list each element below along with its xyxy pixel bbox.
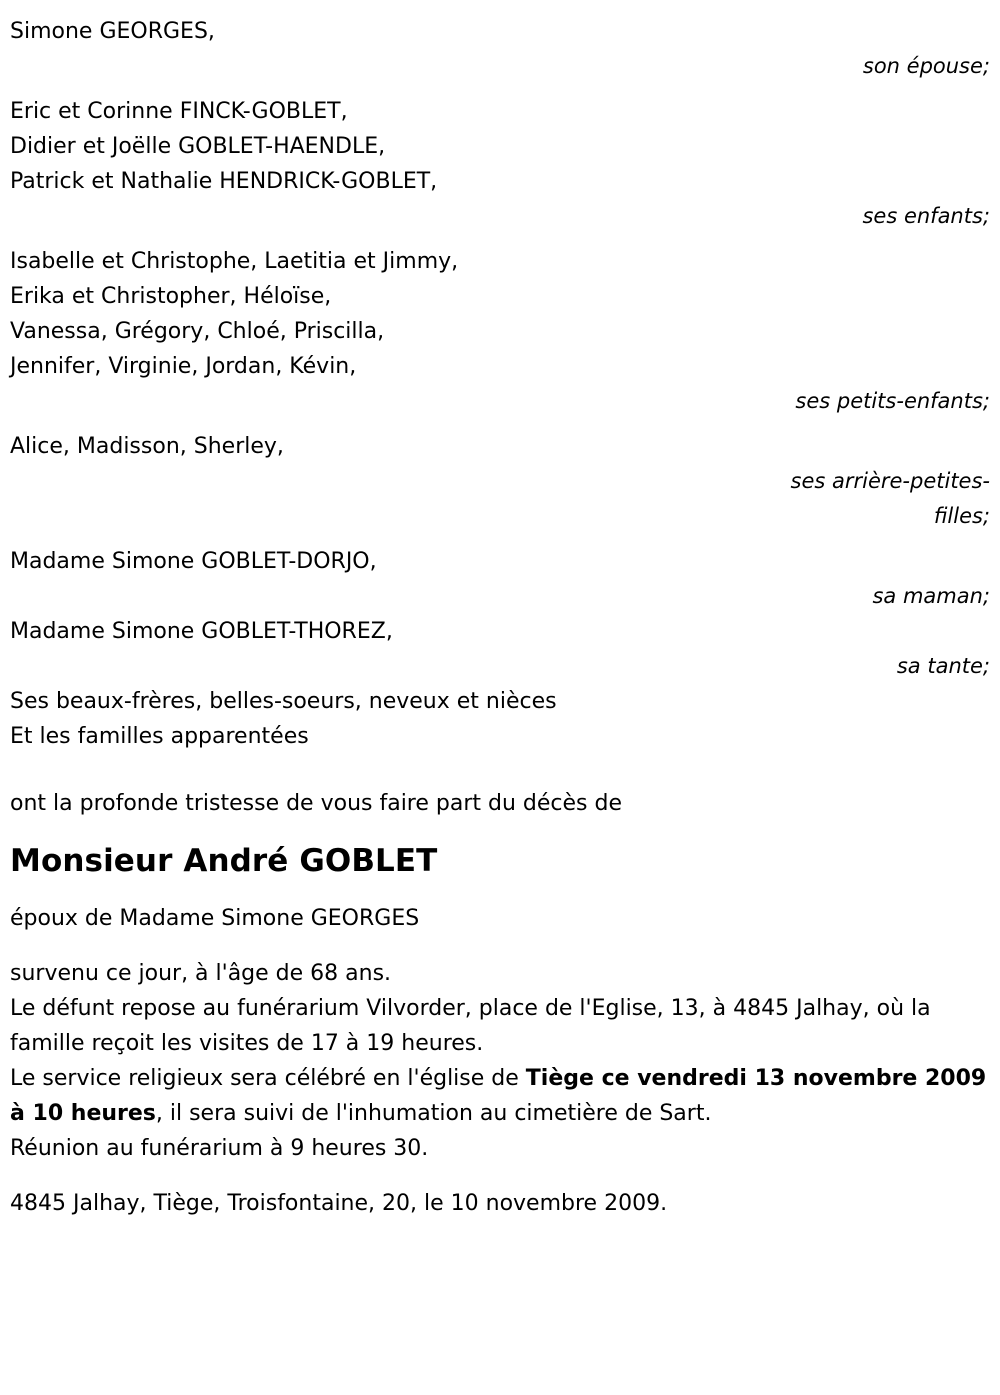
great-grandchild-name: Alice, Madisson, Sherley,	[10, 434, 284, 459]
service-datetime-bold: Tiège ce vendredi 13 novembre 2009 à 10 heures	[10, 1066, 987, 1126]
deceased-name-heading: Monsieur André GOBLET	[10, 843, 438, 879]
spacer	[10, 234, 990, 244]
child-name: Patrick et Nathalie HENDRICK-GOBLET,	[10, 169, 438, 194]
child-name: Eric et Corinne FINCK-GOBLET,	[10, 99, 348, 124]
family-group-others	[10, 684, 990, 754]
family-group-spouse	[10, 14, 990, 84]
grandchildren-relation-label: ses petits-enfants;	[795, 389, 990, 413]
other-relatives-line: Ses beaux-frères, belles-soeurs, neveux et nièces	[10, 689, 557, 714]
grandchild-name: Jennifer, Virginie, Jordan, Kévin,	[10, 354, 357, 379]
spouse-name: Simone GEORGES,	[10, 19, 215, 44]
grandchild-name: Isabelle et Christophe, Laetitia et Jimmy,	[10, 249, 459, 274]
family-group-children	[10, 94, 990, 234]
family-group-grandchildren	[10, 244, 990, 419]
great-grandchildren-relation-label-line1: ses arrière-petites-	[790, 469, 990, 493]
child-name: Didier et Joëlle GOBLET-HAENDLE,	[10, 134, 386, 159]
family-group-great-grandchildren	[10, 429, 990, 534]
grandchild-name: Erika et Christopher, Héloïse,	[10, 284, 332, 309]
grandchild-name: Vanessa, Grégory, Chloé, Priscilla,	[10, 319, 385, 344]
mother-name: Madame Simone GOBLET-DORJO,	[10, 549, 377, 574]
family-group-aunt	[10, 614, 990, 684]
spacer	[10, 84, 990, 94]
family-group-mother	[10, 544, 990, 614]
death-age-line: survenu ce jour, à l'âge de 68 ans.	[10, 961, 392, 986]
spouse-relation-label: son épouse;	[862, 54, 990, 78]
religious-service-line	[10, 1061, 990, 1131]
spacer	[10, 534, 990, 544]
spacer	[10, 754, 990, 786]
spacer	[10, 936, 990, 956]
spacer	[10, 881, 990, 901]
service-text-after: , il sera suivi de l'inhumation au cimetière de Sart.	[155, 1101, 712, 1126]
spacer	[10, 1166, 990, 1186]
funeral-home-line: Le défunt repose au funérarium Vilvorder, place de l'Eglise, 13, à 4845 Jalhay, où la famille reçoit les visites de 17 à 19 heures.	[10, 996, 931, 1056]
other-relatives-line: Et les familles apparentées	[10, 724, 309, 749]
deceased-spouse-subtitle: époux de Madame Simone GEORGES	[10, 906, 420, 931]
spacer	[10, 419, 990, 429]
great-grandchildren-relation-label-line2: filles;	[933, 504, 990, 528]
service-text-before: Le service religieux sera célébré en l'église de	[10, 1066, 526, 1091]
spacer	[10, 821, 990, 841]
announcement-intro: ont la profonde tristesse de vous faire part du décès de	[10, 791, 622, 816]
aunt-relation-label: sa tante;	[896, 654, 990, 678]
mother-relation-label: sa maman;	[872, 584, 990, 608]
reunion-line: Réunion au funérarium à 9 heures 30.	[10, 1136, 429, 1161]
address-and-date-line: 4845 Jalhay, Tiège, Troisfontaine, 20, le 10 novembre 2009.	[10, 1191, 668, 1216]
children-relation-label: ses enfants;	[862, 204, 990, 228]
aunt-name: Madame Simone GOBLET-THOREZ,	[10, 619, 393, 644]
